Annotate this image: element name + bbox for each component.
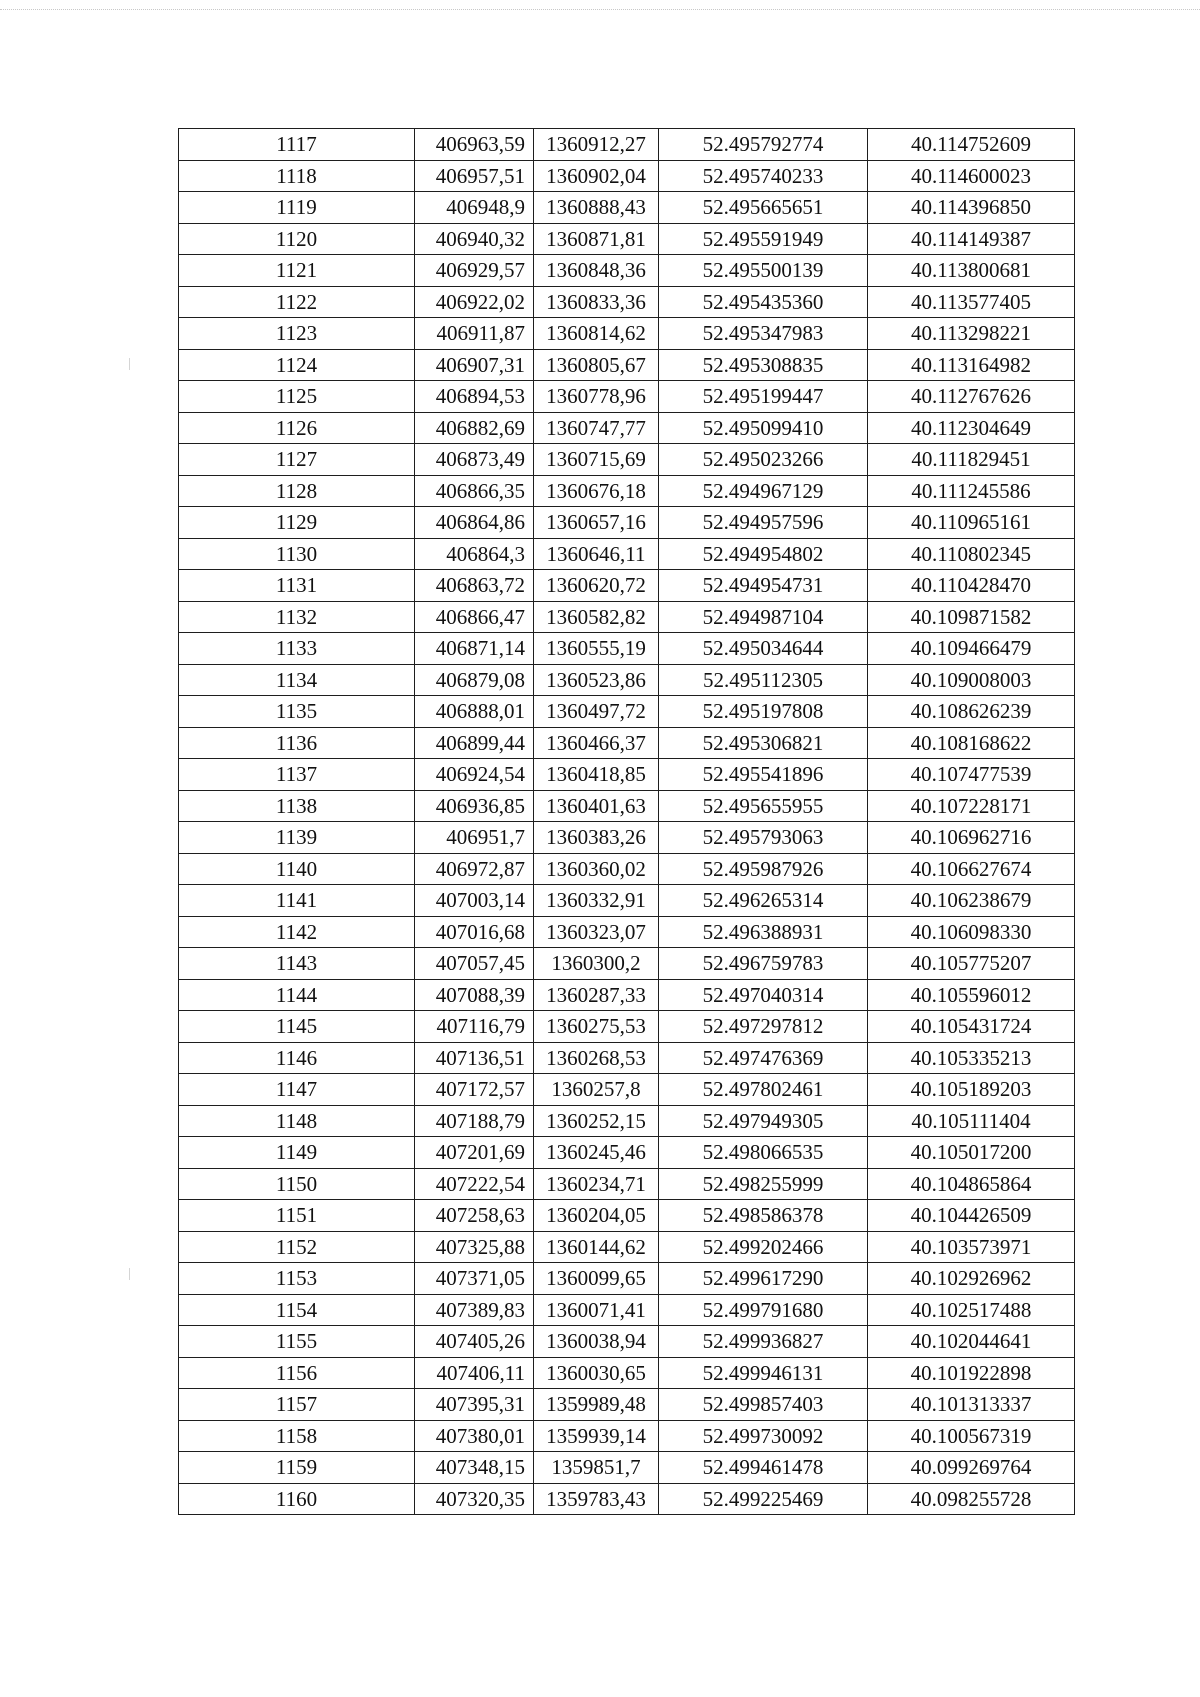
point-number: 1157	[179, 1389, 415, 1421]
latitude: 52.499857403	[659, 1389, 868, 1421]
longitude: 40.113298221	[868, 318, 1075, 350]
x-coordinate: 407003,14	[415, 885, 534, 917]
coordinates-table-body	[179, 129, 1075, 1515]
point-number: 1151	[179, 1200, 415, 1232]
latitude: 52.499791680	[659, 1294, 868, 1326]
table-row	[179, 979, 1075, 1011]
point-number: 1143	[179, 948, 415, 980]
longitude: 40.098255728	[868, 1483, 1075, 1515]
longitude: 40.113800681	[868, 255, 1075, 287]
table-row	[179, 286, 1075, 318]
table-row	[179, 475, 1075, 507]
x-coordinate: 407389,83	[415, 1294, 534, 1326]
y-coordinate: 1360555,19	[534, 633, 659, 665]
point-number: 1118	[179, 160, 415, 192]
table-row	[179, 1105, 1075, 1137]
x-coordinate: 406866,35	[415, 475, 534, 507]
x-coordinate: 406948,9	[415, 192, 534, 224]
x-coordinate: 406864,86	[415, 507, 534, 539]
latitude: 52.494954802	[659, 538, 868, 570]
x-coordinate: 406907,31	[415, 349, 534, 381]
point-number: 1154	[179, 1294, 415, 1326]
table-row	[179, 318, 1075, 350]
latitude: 52.495034644	[659, 633, 868, 665]
y-coordinate: 1360888,43	[534, 192, 659, 224]
x-coordinate: 406929,57	[415, 255, 534, 287]
table-row	[179, 790, 1075, 822]
x-coordinate: 407116,79	[415, 1011, 534, 1043]
longitude: 40.105431724	[868, 1011, 1075, 1043]
table-row	[179, 822, 1075, 854]
point-number: 1120	[179, 223, 415, 255]
point-number: 1145	[179, 1011, 415, 1043]
latitude: 52.495541896	[659, 759, 868, 791]
table-row	[179, 885, 1075, 917]
point-number: 1153	[179, 1263, 415, 1295]
y-coordinate: 1360582,82	[534, 601, 659, 633]
latitude: 52.495655955	[659, 790, 868, 822]
y-coordinate: 1360275,53	[534, 1011, 659, 1043]
y-coordinate: 1360204,05	[534, 1200, 659, 1232]
x-coordinate: 407088,39	[415, 979, 534, 1011]
x-coordinate: 407320,35	[415, 1483, 534, 1515]
x-coordinate: 406888,01	[415, 696, 534, 728]
point-number: 1138	[179, 790, 415, 822]
x-coordinate: 407016,68	[415, 916, 534, 948]
longitude: 40.109871582	[868, 601, 1075, 633]
latitude: 52.496265314	[659, 885, 868, 917]
longitude: 40.110428470	[868, 570, 1075, 602]
longitude: 40.110802345	[868, 538, 1075, 570]
longitude: 40.114396850	[868, 192, 1075, 224]
longitude: 40.102044641	[868, 1326, 1075, 1358]
latitude: 52.495306821	[659, 727, 868, 759]
longitude: 40.106098330	[868, 916, 1075, 948]
y-coordinate: 1360497,72	[534, 696, 659, 728]
latitude: 52.494987104	[659, 601, 868, 633]
point-number: 1132	[179, 601, 415, 633]
point-number: 1160	[179, 1483, 415, 1515]
y-coordinate: 1360401,63	[534, 790, 659, 822]
table-row	[179, 853, 1075, 885]
scan-edge-line	[0, 9, 1200, 10]
table-row	[179, 664, 1075, 696]
latitude: 52.499936827	[659, 1326, 868, 1358]
point-number: 1156	[179, 1357, 415, 1389]
table-row	[179, 444, 1075, 476]
y-coordinate: 1359783,43	[534, 1483, 659, 1515]
y-coordinate: 1360466,37	[534, 727, 659, 759]
longitude: 40.105775207	[868, 948, 1075, 980]
scan-margin-mark	[129, 1268, 130, 1280]
longitude: 40.104426509	[868, 1200, 1075, 1232]
latitude: 52.497802461	[659, 1074, 868, 1106]
y-coordinate: 1360805,67	[534, 349, 659, 381]
point-number: 1124	[179, 349, 415, 381]
table-row	[179, 1483, 1075, 1515]
x-coordinate: 407172,57	[415, 1074, 534, 1106]
table-row	[179, 1168, 1075, 1200]
y-coordinate: 1360030,65	[534, 1357, 659, 1389]
y-coordinate: 1359939,14	[534, 1420, 659, 1452]
table-row	[179, 1389, 1075, 1421]
y-coordinate: 1360252,15	[534, 1105, 659, 1137]
point-number: 1125	[179, 381, 415, 413]
y-coordinate: 1360268,53	[534, 1042, 659, 1074]
table-row	[179, 1263, 1075, 1295]
x-coordinate: 406882,69	[415, 412, 534, 444]
x-coordinate: 406963,59	[415, 129, 534, 161]
scan-margin-mark	[129, 358, 130, 370]
longitude: 40.105189203	[868, 1074, 1075, 1106]
table-row	[179, 381, 1075, 413]
point-number: 1135	[179, 696, 415, 728]
x-coordinate: 406940,32	[415, 223, 534, 255]
point-number: 1119	[179, 192, 415, 224]
table-row	[179, 1452, 1075, 1484]
longitude: 40.114149387	[868, 223, 1075, 255]
y-coordinate: 1360257,8	[534, 1074, 659, 1106]
point-number: 1129	[179, 507, 415, 539]
point-number: 1130	[179, 538, 415, 570]
latitude: 52.495347983	[659, 318, 868, 350]
longitude: 40.102517488	[868, 1294, 1075, 1326]
y-coordinate: 1359851,7	[534, 1452, 659, 1484]
longitude: 40.105017200	[868, 1137, 1075, 1169]
latitude: 52.499617290	[659, 1263, 868, 1295]
x-coordinate: 407405,26	[415, 1326, 534, 1358]
y-coordinate: 1360657,16	[534, 507, 659, 539]
latitude: 52.495792774	[659, 129, 868, 161]
y-coordinate: 1360383,26	[534, 822, 659, 854]
latitude: 52.495023266	[659, 444, 868, 476]
y-coordinate: 1360418,85	[534, 759, 659, 791]
latitude: 52.494954731	[659, 570, 868, 602]
y-coordinate: 1360071,41	[534, 1294, 659, 1326]
table-row	[179, 727, 1075, 759]
y-coordinate: 1360715,69	[534, 444, 659, 476]
y-coordinate: 1360902,04	[534, 160, 659, 192]
table-row	[179, 916, 1075, 948]
table-row	[179, 160, 1075, 192]
longitude: 40.112767626	[868, 381, 1075, 413]
x-coordinate: 407057,45	[415, 948, 534, 980]
table-row	[179, 1137, 1075, 1169]
longitude: 40.111245586	[868, 475, 1075, 507]
y-coordinate: 1360833,36	[534, 286, 659, 318]
longitude: 40.106238679	[868, 885, 1075, 917]
y-coordinate: 1360099,65	[534, 1263, 659, 1295]
y-coordinate: 1360234,71	[534, 1168, 659, 1200]
latitude: 52.495112305	[659, 664, 868, 696]
y-coordinate: 1360778,96	[534, 381, 659, 413]
longitude: 40.105335213	[868, 1042, 1075, 1074]
point-number: 1141	[179, 885, 415, 917]
y-coordinate: 1360646,11	[534, 538, 659, 570]
point-number: 1140	[179, 853, 415, 885]
point-number: 1128	[179, 475, 415, 507]
x-coordinate: 406899,44	[415, 727, 534, 759]
point-number: 1150	[179, 1168, 415, 1200]
latitude: 52.495197808	[659, 696, 868, 728]
latitude: 52.498066535	[659, 1137, 868, 1169]
x-coordinate: 407371,05	[415, 1263, 534, 1295]
y-coordinate: 1360323,07	[534, 916, 659, 948]
x-coordinate: 407325,88	[415, 1231, 534, 1263]
x-coordinate: 406936,85	[415, 790, 534, 822]
latitude: 52.495435360	[659, 286, 868, 318]
point-number: 1146	[179, 1042, 415, 1074]
latitude: 52.494957596	[659, 507, 868, 539]
x-coordinate: 407395,31	[415, 1389, 534, 1421]
point-number: 1131	[179, 570, 415, 602]
point-number: 1137	[179, 759, 415, 791]
latitude: 52.496388931	[659, 916, 868, 948]
table-row	[179, 1011, 1075, 1043]
x-coordinate: 406863,72	[415, 570, 534, 602]
y-coordinate: 1360360,02	[534, 853, 659, 885]
x-coordinate: 406972,87	[415, 853, 534, 885]
point-number: 1123	[179, 318, 415, 350]
point-number: 1149	[179, 1137, 415, 1169]
point-number: 1122	[179, 286, 415, 318]
latitude: 52.498586378	[659, 1200, 868, 1232]
x-coordinate: 407258,63	[415, 1200, 534, 1232]
x-coordinate: 407348,15	[415, 1452, 534, 1484]
longitude: 40.099269764	[868, 1452, 1075, 1484]
x-coordinate: 407201,69	[415, 1137, 534, 1169]
latitude: 52.495665651	[659, 192, 868, 224]
x-coordinate: 406911,87	[415, 318, 534, 350]
latitude: 52.499461478	[659, 1452, 868, 1484]
y-coordinate: 1360871,81	[534, 223, 659, 255]
table-row	[179, 507, 1075, 539]
longitude: 40.106962716	[868, 822, 1075, 854]
latitude: 52.495199447	[659, 381, 868, 413]
table-row	[179, 412, 1075, 444]
table-row	[179, 255, 1075, 287]
point-number: 1144	[179, 979, 415, 1011]
latitude: 52.499202466	[659, 1231, 868, 1263]
latitude: 52.495308835	[659, 349, 868, 381]
table-row	[179, 1200, 1075, 1232]
y-coordinate: 1360523,86	[534, 664, 659, 696]
x-coordinate: 406894,53	[415, 381, 534, 413]
longitude: 40.106627674	[868, 853, 1075, 885]
latitude: 52.497040314	[659, 979, 868, 1011]
table-row	[179, 759, 1075, 791]
latitude: 52.496759783	[659, 948, 868, 980]
y-coordinate: 1360300,2	[534, 948, 659, 980]
y-coordinate: 1360038,94	[534, 1326, 659, 1358]
latitude: 52.495500139	[659, 255, 868, 287]
longitude: 40.104865864	[868, 1168, 1075, 1200]
point-number: 1127	[179, 444, 415, 476]
longitude: 40.109466479	[868, 633, 1075, 665]
y-coordinate: 1360620,72	[534, 570, 659, 602]
y-coordinate: 1360332,91	[534, 885, 659, 917]
point-number: 1147	[179, 1074, 415, 1106]
point-number: 1148	[179, 1105, 415, 1137]
point-number: 1133	[179, 633, 415, 665]
table-row	[179, 601, 1075, 633]
point-number: 1126	[179, 412, 415, 444]
point-number: 1142	[179, 916, 415, 948]
latitude: 52.498255999	[659, 1168, 868, 1200]
latitude: 52.499730092	[659, 1420, 868, 1452]
x-coordinate: 407188,79	[415, 1105, 534, 1137]
latitude: 52.494967129	[659, 475, 868, 507]
latitude: 52.499225469	[659, 1483, 868, 1515]
longitude: 40.101313337	[868, 1389, 1075, 1421]
table-row	[179, 696, 1075, 728]
y-coordinate: 1360814,62	[534, 318, 659, 350]
longitude: 40.108626239	[868, 696, 1075, 728]
point-number: 1155	[179, 1326, 415, 1358]
latitude: 52.499946131	[659, 1357, 868, 1389]
latitude: 52.495591949	[659, 223, 868, 255]
coordinates-table	[178, 128, 1075, 1515]
table-row	[179, 1357, 1075, 1389]
x-coordinate: 406873,49	[415, 444, 534, 476]
table-row	[179, 538, 1075, 570]
x-coordinate: 406864,3	[415, 538, 534, 570]
x-coordinate: 406922,02	[415, 286, 534, 318]
y-coordinate: 1359989,48	[534, 1389, 659, 1421]
x-coordinate: 407222,54	[415, 1168, 534, 1200]
longitude: 40.105596012	[868, 979, 1075, 1011]
x-coordinate: 406951,7	[415, 822, 534, 854]
latitude: 52.497476369	[659, 1042, 868, 1074]
point-number: 1159	[179, 1452, 415, 1484]
table-row	[179, 129, 1075, 161]
x-coordinate: 407136,51	[415, 1042, 534, 1074]
point-number: 1121	[179, 255, 415, 287]
y-coordinate: 1360144,62	[534, 1231, 659, 1263]
longitude: 40.107477539	[868, 759, 1075, 791]
table-row	[179, 1420, 1075, 1452]
table-row	[179, 633, 1075, 665]
longitude: 40.114600023	[868, 160, 1075, 192]
latitude: 52.497297812	[659, 1011, 868, 1043]
longitude: 40.109008003	[868, 664, 1075, 696]
longitude: 40.101922898	[868, 1357, 1075, 1389]
point-number: 1139	[179, 822, 415, 854]
table-row	[179, 223, 1075, 255]
point-number: 1134	[179, 664, 415, 696]
x-coordinate: 406879,08	[415, 664, 534, 696]
latitude: 52.495793063	[659, 822, 868, 854]
longitude: 40.103573971	[868, 1231, 1075, 1263]
latitude: 52.495740233	[659, 160, 868, 192]
table-row	[179, 1042, 1075, 1074]
latitude: 52.495099410	[659, 412, 868, 444]
table-row	[179, 1326, 1075, 1358]
point-number: 1158	[179, 1420, 415, 1452]
y-coordinate: 1360287,33	[534, 979, 659, 1011]
x-coordinate: 407380,01	[415, 1420, 534, 1452]
x-coordinate: 406957,51	[415, 160, 534, 192]
y-coordinate: 1360676,18	[534, 475, 659, 507]
x-coordinate: 406866,47	[415, 601, 534, 633]
longitude: 40.105111404	[868, 1105, 1075, 1137]
table-row	[179, 192, 1075, 224]
table-row	[179, 349, 1075, 381]
x-coordinate: 406924,54	[415, 759, 534, 791]
point-number: 1117	[179, 129, 415, 161]
x-coordinate: 407406,11	[415, 1357, 534, 1389]
longitude: 40.100567319	[868, 1420, 1075, 1452]
latitude: 52.497949305	[659, 1105, 868, 1137]
longitude: 40.107228171	[868, 790, 1075, 822]
x-coordinate: 406871,14	[415, 633, 534, 665]
longitude: 40.114752609	[868, 129, 1075, 161]
table-row	[179, 1074, 1075, 1106]
y-coordinate: 1360848,36	[534, 255, 659, 287]
longitude: 40.112304649	[868, 412, 1075, 444]
y-coordinate: 1360747,77	[534, 412, 659, 444]
point-number: 1152	[179, 1231, 415, 1263]
y-coordinate: 1360912,27	[534, 129, 659, 161]
longitude: 40.113164982	[868, 349, 1075, 381]
latitude: 52.495987926	[659, 853, 868, 885]
longitude: 40.108168622	[868, 727, 1075, 759]
y-coordinate: 1360245,46	[534, 1137, 659, 1169]
longitude: 40.110965161	[868, 507, 1075, 539]
table-row	[179, 570, 1075, 602]
longitude: 40.102926962	[868, 1263, 1075, 1295]
longitude: 40.111829451	[868, 444, 1075, 476]
longitude: 40.113577405	[868, 286, 1075, 318]
table-row	[179, 1231, 1075, 1263]
point-number: 1136	[179, 727, 415, 759]
table-row	[179, 1294, 1075, 1326]
table-row	[179, 948, 1075, 980]
